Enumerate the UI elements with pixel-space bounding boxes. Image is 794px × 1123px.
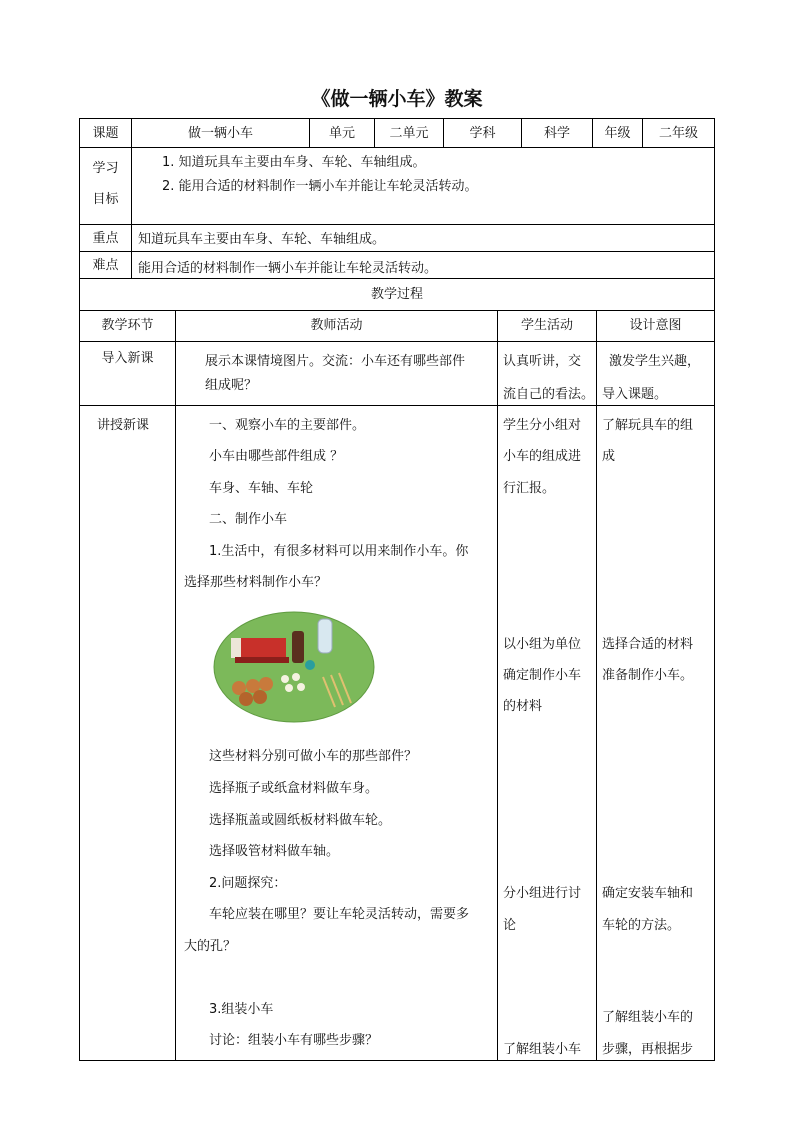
topic-value: 做一辆小车 bbox=[187, 126, 253, 141]
table-line bbox=[175, 310, 176, 1061]
lecture-stage: 讲授新课 bbox=[97, 418, 150, 433]
topic-label: 课题 bbox=[92, 126, 119, 141]
lecture-student-line: 论 bbox=[503, 918, 517, 933]
process-heading: 教学过程 bbox=[370, 287, 423, 302]
unit-label: 单元 bbox=[328, 126, 355, 141]
intro-teacher-line: 组成呢？ bbox=[205, 378, 258, 393]
lecture-intent-line: 确定安装车轴和 bbox=[602, 886, 694, 901]
lecture-student-line: 学生分小组对 bbox=[503, 418, 582, 433]
grade-label: 年级 bbox=[604, 126, 631, 141]
lecture-teacher-line: 车轮应装在哪里？要让车轮灵活转动，需要多 bbox=[209, 907, 470, 922]
intro-intent-line: 导入课题。 bbox=[602, 387, 668, 402]
lecture-intent-line: 了解组装小车的 bbox=[602, 1010, 694, 1025]
materials-photo bbox=[213, 611, 375, 723]
lecture-teacher-line: 1.生活中，有很多材料可以用来制作小车。你 bbox=[209, 544, 469, 559]
lecture-student-line: 以小组为单位 bbox=[503, 637, 582, 652]
lecture-student-line: 的材料 bbox=[503, 699, 543, 714]
table-line bbox=[79, 278, 715, 279]
lecture-teacher-line: 选择吸管材料做车轴。 bbox=[209, 844, 340, 859]
lecture-student-line: 分小组进行讨 bbox=[503, 886, 582, 901]
grade-value: 二年级 bbox=[658, 126, 698, 141]
lecture-teacher-line: 车身、车轴、车轮 bbox=[209, 481, 314, 496]
subject-label: 学科 bbox=[469, 126, 496, 141]
column-header-stage: 教学环节 bbox=[101, 318, 154, 333]
table-line bbox=[497, 310, 498, 1061]
lecture-teacher-line: 选择瓶盖或圆纸板材料做车轮。 bbox=[209, 813, 392, 828]
lecture-teacher-line: 3.组装小车 bbox=[209, 1002, 274, 1017]
intro-student-line: 流自己的看法。 bbox=[503, 387, 595, 402]
lecture-student-line: 确定制作小车 bbox=[503, 668, 582, 683]
difficulty-label: 难点 bbox=[92, 258, 119, 273]
table-line bbox=[79, 251, 715, 252]
difficulty-text: 能用合适的材料制作一辆小车并能让车轮灵活转动。 bbox=[138, 261, 438, 276]
lecture-teacher-line: 小车由哪些部件组成 ？ bbox=[209, 449, 344, 464]
key-point-text: 知道玩具车主要由车身、车轮、车轴组成。 bbox=[138, 232, 386, 247]
column-header-teacher: 教师活动 bbox=[310, 318, 363, 333]
objective-item: 2. 能用合适的材料制作一辆小车并能让车轮灵活转动。 bbox=[162, 179, 478, 194]
lecture-teacher-line: 大的孔？ bbox=[184, 939, 237, 954]
lecture-intent-line: 了解玩具车的组 bbox=[602, 418, 694, 433]
lecture-intent-line: 选择合适的材料 bbox=[602, 637, 694, 652]
objectives-label: 学习 bbox=[92, 161, 119, 176]
lecture-teacher-line: 讨论：组装小车有哪些步骤？ bbox=[209, 1033, 379, 1048]
lecture-teacher-line: 选择那些材料制作小车？ bbox=[184, 575, 328, 590]
lecture-teacher-line: 二、制作小车 bbox=[209, 512, 288, 527]
lecture-intent-line: 准备制作小车。 bbox=[602, 668, 694, 683]
key-point-label: 重点 bbox=[92, 231, 119, 246]
lecture-student-line: 了解组装小车 bbox=[503, 1042, 582, 1057]
intro-teacher-line: 展示本课情境图片。交流：小车还有哪些部件 bbox=[205, 354, 466, 369]
lecture-teacher-line: 2.问题探究： bbox=[209, 876, 287, 891]
subject-value: 科学 bbox=[543, 126, 570, 141]
intro-student-line: 认真听讲，交 bbox=[503, 354, 582, 369]
lecture-intent-line: 步骤，再根据步 bbox=[602, 1042, 694, 1057]
table-line bbox=[79, 224, 715, 225]
lecture-teacher-line: 一、观察小车的主要部件。 bbox=[209, 418, 366, 433]
objective-item: 1. 知道玩具车主要由车身、车轮、车轴组成。 bbox=[162, 155, 426, 170]
table-border-right bbox=[714, 118, 715, 1061]
lecture-intent-line: 车轮的方法。 bbox=[602, 918, 681, 933]
lecture-student-line: 行汇报。 bbox=[503, 481, 556, 496]
lecture-teacher-line: 选择瓶子或纸盒材料做车身。 bbox=[209, 781, 379, 796]
lecture-intent-line: 成 bbox=[602, 449, 616, 464]
column-header-student: 学生活动 bbox=[520, 318, 573, 333]
lecture-student-line: 小车的组成进 bbox=[503, 449, 582, 464]
column-header-intent: 设计意图 bbox=[629, 318, 682, 333]
intro-stage: 导入新课 bbox=[101, 351, 154, 366]
unit-value: 二单元 bbox=[389, 126, 429, 141]
objectives-label: 目标 bbox=[92, 192, 119, 207]
lecture-teacher-line: 这些材料分别可做小车的那些部件？ bbox=[209, 749, 418, 764]
intro-intent-line: 激发学生兴趣， bbox=[609, 354, 701, 369]
table-line bbox=[596, 310, 597, 1061]
page-title: 《做一辆小车》教案 bbox=[311, 88, 483, 110]
